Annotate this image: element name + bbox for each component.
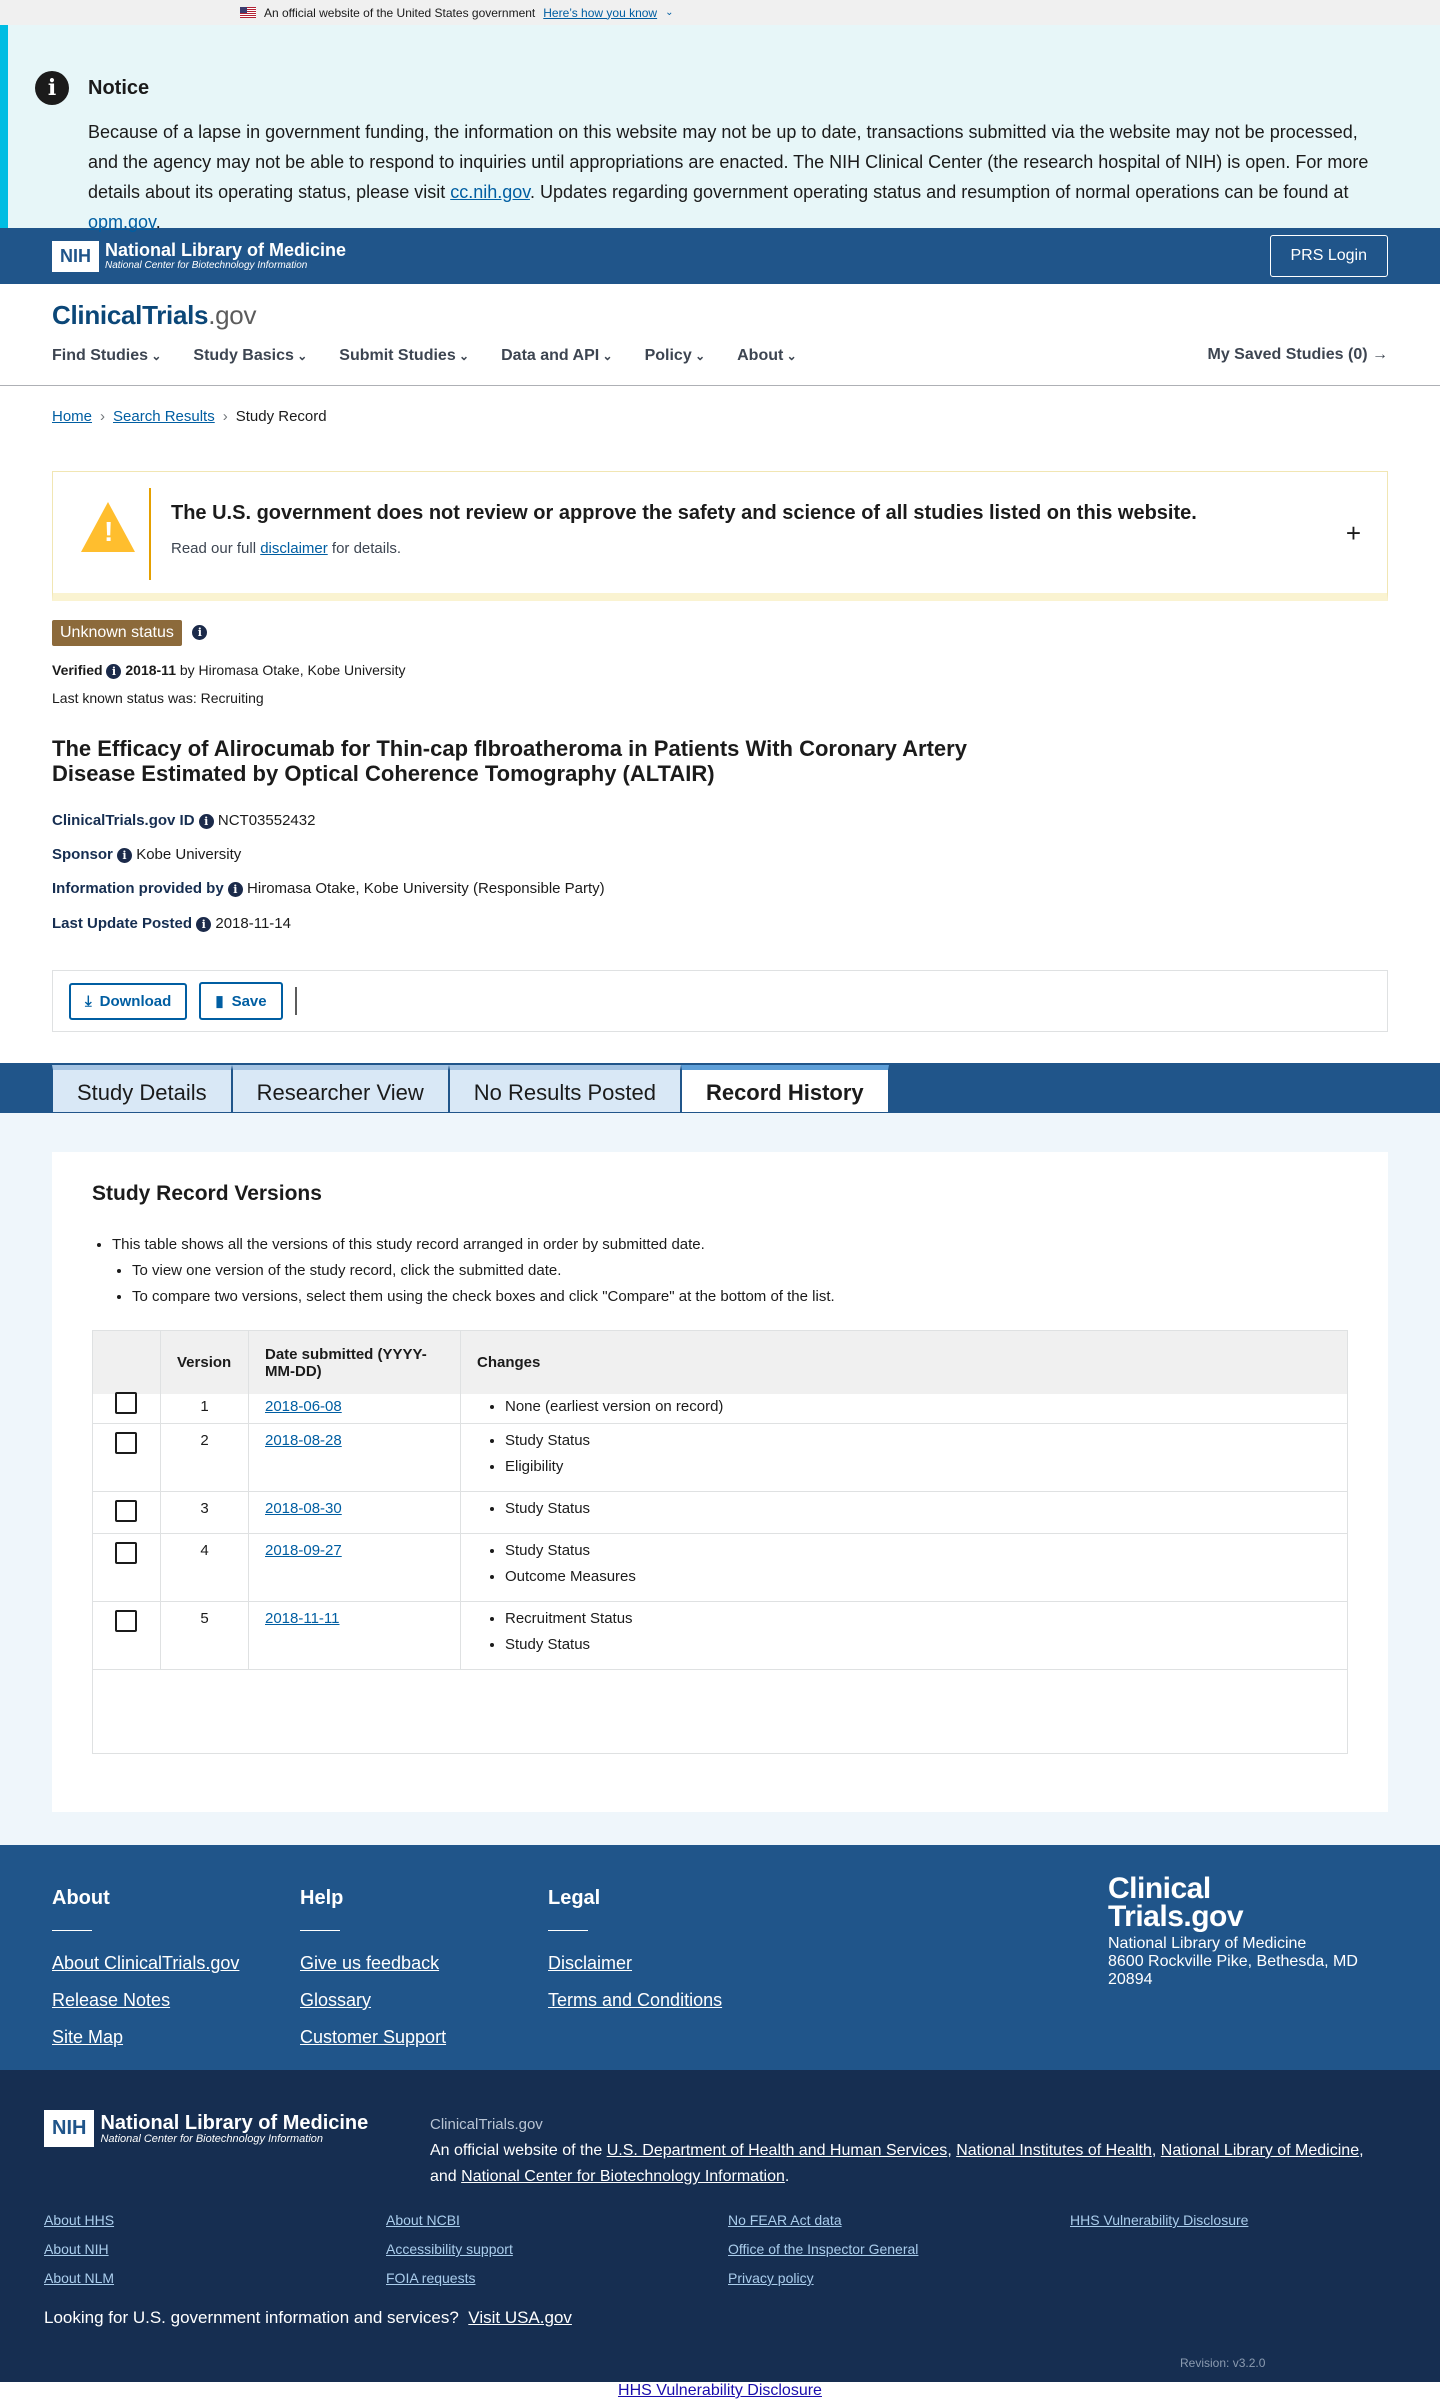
footer-links-col4 — [1070, 2206, 1248, 2235]
tab-record-history[interactable]: Record History — [681, 1065, 889, 1113]
disclaimer-text: Read our full disclaimer for details. — [171, 540, 402, 557]
info-icon[interactable]: i — [199, 814, 214, 829]
opm-link[interactable]: opm.gov — [88, 212, 156, 232]
site-brand[interactable]: ClinicalTrials.gov — [52, 300, 257, 330]
nih-logo-box: NIH — [52, 241, 99, 272]
version-date-link[interactable]: 2018-06-08 — [265, 1398, 342, 1415]
ncbi-name: National Center for Biotechnology Information — [105, 260, 308, 271]
header-select — [93, 1331, 161, 1394]
info-icon[interactable]: i — [117, 848, 132, 863]
status-badge: Unknown status — [52, 620, 182, 646]
footer-link[interactable]: Give us feedback — [300, 1953, 440, 1973]
download-button[interactable]: ⤓ Download — [69, 983, 187, 1020]
footer-links-col3 — [728, 2206, 918, 2293]
divider — [295, 987, 297, 1015]
nav-submit-studies[interactable]: Submit Studies ⌄ — [339, 347, 469, 365]
version-date-link[interactable]: 2018-09-27 — [265, 1542, 342, 1559]
footer-links-col2 — [386, 2206, 513, 2293]
ncbi-link[interactable]: National Center for Biotechnology Information — [461, 2168, 785, 2185]
footer-link[interactable]: Site Map — [52, 2027, 124, 2047]
actions-bar — [52, 970, 1388, 1032]
table-row: 5 2018-11-11 • Recruitment Status • Study Status — [93, 1602, 1347, 1670]
footer-link[interactable]: About NIH — [44, 2241, 109, 2257]
nav-data-api[interactable]: Data and API ⌄ — [501, 347, 612, 365]
footer-link[interactable]: No FEAR Act data — [728, 2212, 842, 2228]
footer-link[interactable]: Glossary — [300, 1990, 372, 2010]
header-changes: Changes — [477, 1354, 541, 1371]
footer-link[interactable]: Customer Support — [300, 2027, 447, 2047]
divider — [149, 488, 151, 580]
info-icon[interactable]: i — [228, 882, 243, 897]
usa-gov-line: Looking for U.S. government information and services? Visit USA.gov — [44, 2308, 572, 2327]
save-button[interactable]: ▮ Save — [199, 982, 282, 1020]
tab-researcher-view[interactable]: Researcher View — [232, 1065, 449, 1113]
main-nav — [52, 347, 1388, 365]
footer-link[interactable]: Disclaimer — [548, 1953, 633, 1973]
table-header — [93, 1331, 1347, 1394]
version-checkbox[interactable] — [115, 1542, 137, 1564]
tab-study-details[interactable]: Study Details — [52, 1065, 232, 1113]
header-version: Version — [161, 1331, 249, 1394]
footer-links-col1 — [44, 2206, 114, 2293]
info-icon[interactable]: i — [192, 625, 207, 640]
header-date: Date submitted (YYYY-MM-DD) — [249, 1331, 461, 1394]
breadcrumb-search-results[interactable]: Search Results — [113, 408, 215, 425]
breadcrumb-home[interactable]: Home — [52, 408, 93, 425]
footer-link[interactable]: About NCBI — [386, 2212, 460, 2228]
version-date-link[interactable]: 2018-08-30 — [265, 1500, 342, 1517]
tab-no-results-posted[interactable]: No Results Posted — [449, 1065, 681, 1113]
nav-find-studies[interactable]: Find Studies ⌄ — [52, 347, 161, 365]
notice-title: Notice — [88, 77, 150, 99]
version-date-link[interactable]: 2018-08-28 — [265, 1432, 342, 1449]
prs-login-button[interactable]: PRS Login — [1270, 235, 1389, 277]
gov-banner-text: An official website of the United States government — [264, 5, 536, 20]
cc-nih-link[interactable]: cc.nih.gov — [450, 182, 530, 202]
expand-icon[interactable]: + — [1345, 518, 1361, 548]
usa-gov-link[interactable]: Visit USA.gov — [468, 2308, 572, 2327]
us-flag-icon — [240, 7, 256, 18]
footer-link[interactable]: Accessibility support — [386, 2241, 513, 2257]
versions-title: Study Record Versions — [92, 1182, 322, 1205]
info-icon[interactable]: i — [196, 917, 211, 932]
disclaimer-title: The U.S. government does not review or approve the safety and science of all studies listed on this website. — [171, 502, 1197, 524]
footer-main — [0, 1845, 1440, 2070]
footer-link[interactable]: Release Notes — [52, 1990, 171, 2010]
version-checkbox[interactable] — [115, 1500, 137, 1522]
footer-link[interactable]: About HHS — [44, 2212, 115, 2228]
info-icon[interactable]: i — [106, 664, 121, 679]
footer-link[interactable]: Terms and Conditions — [548, 1990, 723, 2010]
footer-legal: Legal Disclaimer Terms and Conditions — [548, 1887, 722, 2019]
nlm-name: National Library of Medicine — [105, 240, 347, 260]
footer-secondary — [0, 2070, 1440, 2404]
nlm-logo[interactable]: NIH National Library of Medicine National Center for Biotechnology Information — [44, 2110, 368, 2147]
info-icon: i — [35, 71, 69, 105]
notice-text: Because of a lapse in government funding, the information on this website may not be up to date, transactions submitted via the website may not be processed, and the agency may not be able to respond to inquiries until appropriations are enacted. The NIH Clinical Center (the research hospital of NIH) is open. For more details about its operating status, please visit cc.nih.gov. Updates regarding government operating status and resumption of normal operations can be found at opm.gov. — [88, 122, 1369, 232]
version-checkbox[interactable] — [115, 1392, 137, 1414]
footer-link[interactable]: Office of the Inspector General — [728, 2241, 919, 2257]
study-tabs — [0, 1063, 1440, 1113]
last-update-row: Last Update Posted i 2018-11-14 — [52, 915, 291, 932]
footer-link[interactable]: FOIA requests — [386, 2270, 476, 2286]
version-date-link[interactable]: 2018-11-11 — [265, 1610, 340, 1627]
official-website-text: ClinicalTrials.gov An official website of the U.S. Department of Health and Human Services, National Institutes of Health, National Library of Medicine, and National Center for Biotechnology Information. — [430, 2116, 1364, 2185]
chevron-right-icon: › — [222, 408, 228, 425]
nav-about[interactable]: About ⌄ — [737, 347, 797, 365]
table-row: 1 2018-06-08 • None (earliest version on record) — [93, 1394, 1347, 1424]
status-row — [52, 620, 207, 646]
chevron-right-icon: › — [100, 408, 106, 425]
saved-studies-link[interactable]: My Saved Studies (0) → — [1207, 346, 1388, 363]
download-icon: ⤓ — [85, 992, 92, 1010]
footer-link[interactable]: Privacy policy — [728, 2270, 814, 2286]
verified-line: Verified i 2018-11 by Hiromasa Otake, Kobe University — [52, 662, 406, 678]
versions-instructions: • This table shows all the versions of this study record arranged in order by submitted date. • To view one version of the study record, click the submitted date. • To compare two versions, select them using the check boxes and click "Compare" at the bottom of the list. — [112, 1232, 835, 1310]
arrow-right-icon: → — [1372, 346, 1388, 363]
gov-banner — [0, 0, 1440, 25]
version-checkbox[interactable] — [115, 1610, 137, 1632]
table-row: 4 2018-09-27 • Study Status • Outcome Measures — [93, 1534, 1347, 1602]
study-title: The Efficacy of Alirocumab for Thin-cap fIbroatheroma in Patients With Coronary Artery Disease Estimated by Optical Coherence Tomography (ALTAIR) — [52, 736, 967, 786]
disclaimer-alert — [52, 471, 1388, 601]
nlm-link[interactable]: National Library of Medicine — [1160, 2142, 1360, 2159]
nih-link[interactable]: National Institutes of Health — [956, 2142, 1152, 2159]
disclaimer-link[interactable]: disclaimer — [260, 540, 328, 557]
footer-link[interactable]: HHS Vulnerability Disclosure — [1070, 2212, 1249, 2228]
study-id-row: ClinicalTrials.gov ID i NCT03552432 — [52, 812, 316, 829]
how-you-know-link[interactable]: Here’s how you know — [543, 5, 658, 20]
bottom-link-bar — [0, 2382, 1440, 2404]
sponsor-row: Sponsor i Kobe University — [52, 846, 242, 863]
nav-study-basics[interactable]: Study Basics ⌄ — [193, 347, 307, 365]
table-row: 3 2018-08-30 • Study Status — [93, 1492, 1347, 1534]
footer-about: About About ClinicalTrials.gov Release Notes Site Map — [52, 1887, 239, 2056]
footer-address: National Library of Medicine 8600 Rockville Pike, Bethesda, MD 20894 — [1108, 1935, 1358, 1988]
breadcrumb — [52, 408, 327, 425]
nav-policy[interactable]: Policy ⌄ — [645, 347, 706, 365]
notice-banner — [0, 25, 1440, 232]
table-row: 2 2018-08-28 • Study Status • Eligibility — [93, 1424, 1347, 1492]
footer-link[interactable]: About ClinicalTrials.gov — [52, 1953, 240, 1973]
footer-help: Help Give us feedback Glossary Customer Support — [300, 1887, 446, 2056]
nlm-logo[interactable] — [52, 240, 346, 272]
warning-icon: ! — [81, 502, 135, 552]
hhs-link[interactable]: U.S. Department of Health and Human Services — [606, 2142, 948, 2159]
version-checkbox[interactable] — [115, 1432, 137, 1454]
revision-text: Revision: v3.2.0 — [1180, 2356, 1266, 2370]
provided-by-row: Information provided by i Hiromasa Otake, Kobe University (Responsible Party) — [52, 880, 605, 897]
footer-link[interactable]: About NLM — [44, 2270, 115, 2286]
versions-table — [92, 1330, 1348, 1754]
breadcrumb-current: Study Record — [235, 408, 327, 425]
site-header — [0, 284, 1440, 386]
footer-logo: Clinical Trials.gov National Library of Medicine 8600 Rockville Pike, Bethesda, MD 20894 — [1108, 1872, 1358, 1988]
last-known-status: Last known status was: Recruiting — [52, 690, 264, 706]
hhs-vulnerability-link[interactable]: HHS Vulnerability Disclosure — [618, 2382, 822, 2399]
chevron-down-icon: ⌄ — [665, 7, 674, 18]
record-history-card — [52, 1152, 1388, 1812]
bookmark-icon: ▮ — [215, 993, 224, 1010]
